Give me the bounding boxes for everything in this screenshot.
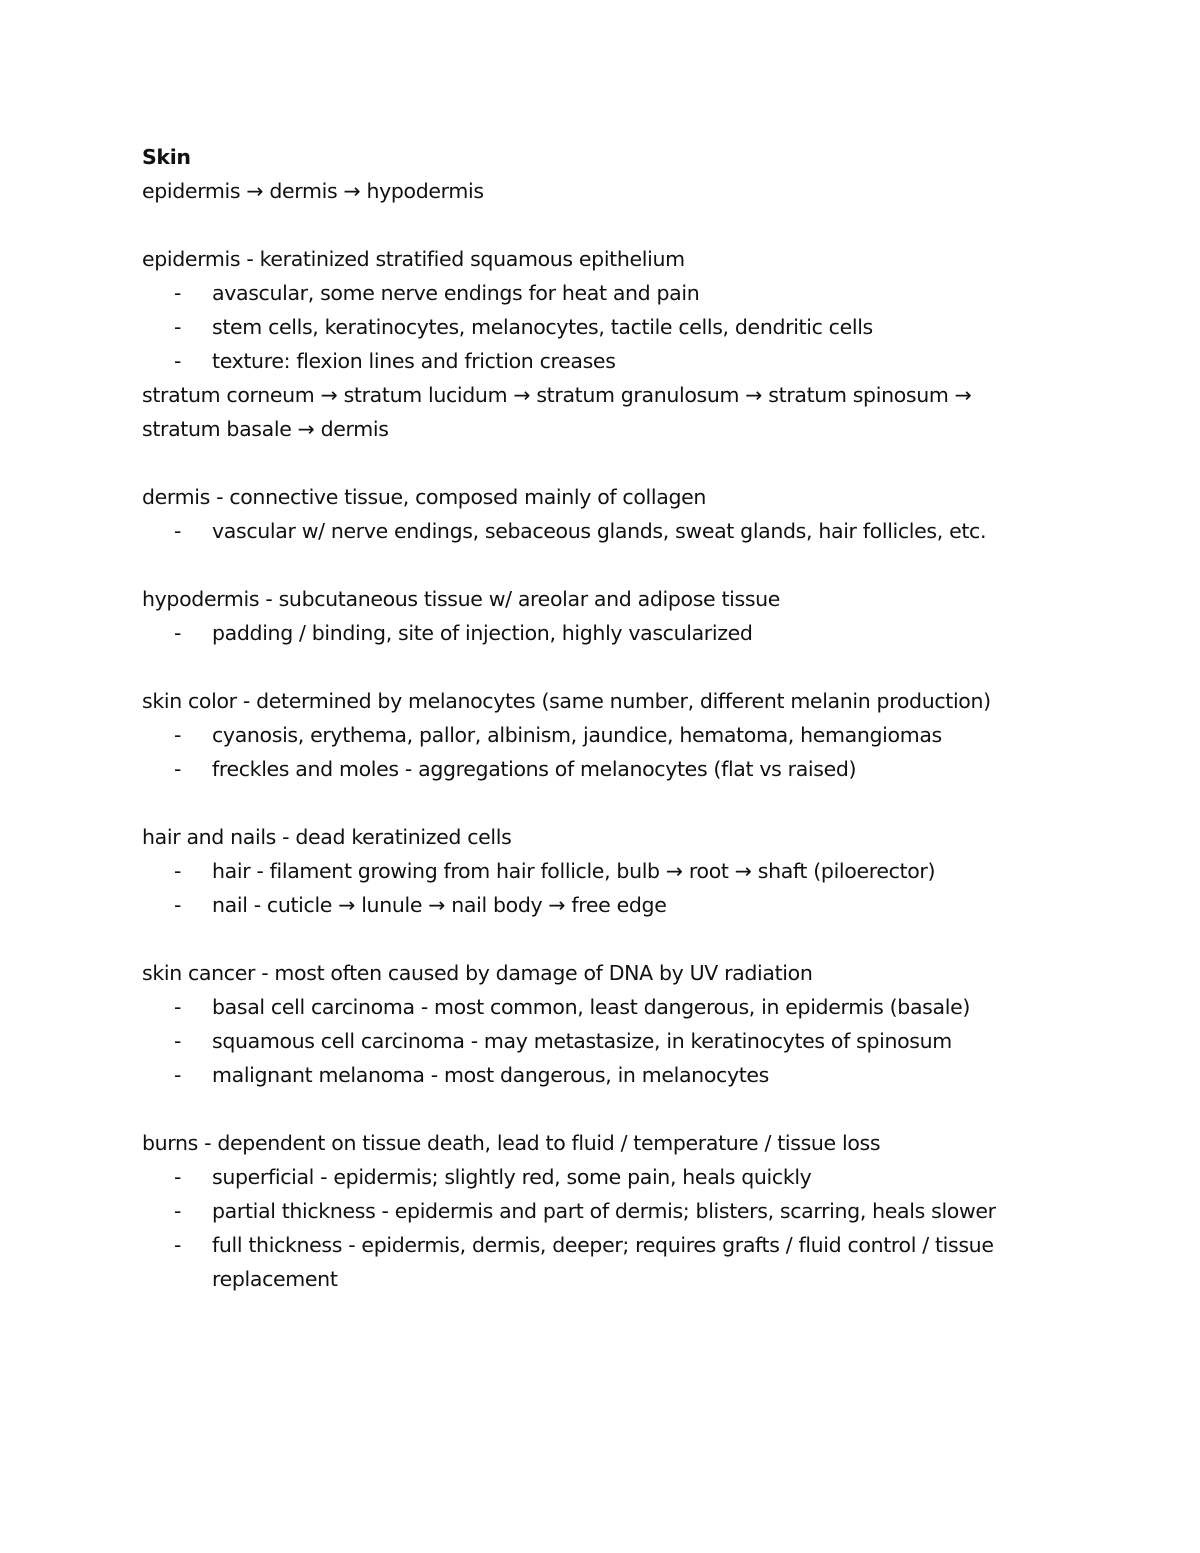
list-item-text: malignant melanoma - most dangerous, in melanocytes: [212, 1063, 770, 1087]
dash-marker: -: [174, 859, 182, 883]
section-heading: skin color - determined by melanocytes (same number, different melanin production): [142, 689, 991, 713]
section-dermis: [142, 480, 1062, 548]
list-item: [142, 616, 1062, 650]
section-epidermis: [142, 242, 1062, 446]
overview-line: epidermis → dermis → hypodermis: [142, 179, 484, 203]
spacer: [142, 446, 1062, 480]
section-heading: skin cancer - most often caused by damage of DNA by UV radiation: [142, 961, 813, 985]
spacer: [142, 650, 1062, 684]
list-item: [142, 514, 1062, 548]
dash-marker: -: [174, 1233, 182, 1257]
section-hypodermis: [142, 582, 1062, 650]
section-burns: [142, 1126, 1062, 1296]
list-item: [142, 1160, 1062, 1194]
list-item: [142, 752, 1062, 786]
list-item-text: texture: flexion lines and friction creases: [212, 349, 616, 373]
document-page: [142, 140, 1062, 1296]
list-item: [142, 888, 1062, 922]
spacer: [142, 548, 1062, 582]
list-item: [142, 1194, 1062, 1228]
dash-marker: -: [174, 723, 182, 747]
list-item-text: superficial - epidermis; slightly red, some pain, heals quickly: [212, 1165, 812, 1189]
list-item-text: avascular, some nerve endings for heat and pain: [212, 281, 700, 305]
epidermis-layers: stratum corneum → stratum lucidum → stratum granulosum → stratum spinosum → stratum basale → dermis: [142, 383, 972, 441]
dash-marker: -: [174, 519, 182, 543]
dash-marker: -: [174, 349, 182, 373]
dash-marker: -: [174, 1063, 182, 1087]
list-item: [142, 718, 1062, 752]
section-heading: hair and nails - dead keratinized cells: [142, 825, 512, 849]
section-heading: burns - dependent on tissue death, lead to fluid / temperature / tissue loss: [142, 1131, 881, 1155]
list-item-text: squamous cell carcinoma - may metastasize, in keratinocytes of spinosum: [212, 1029, 952, 1053]
dash-marker: -: [174, 995, 182, 1019]
list-item: [142, 990, 1062, 1024]
list-item: [142, 344, 1062, 378]
dash-marker: -: [174, 1199, 182, 1223]
list-item-text: hair - filament growing from hair follicle, bulb → root → shaft (piloerector): [212, 859, 936, 883]
list-item: [142, 854, 1062, 888]
spacer: [142, 922, 1062, 956]
dash-marker: -: [174, 893, 182, 917]
list-item-text: basal cell carcinoma - most common, least dangerous, in epidermis (basale): [212, 995, 970, 1019]
list-item-text: cyanosis, erythema, pallor, albinism, jaundice, hematoma, hemangiomas: [212, 723, 942, 747]
spacer: [142, 208, 1062, 242]
list-item-text: vascular w/ nerve endings, sebaceous glands, sweat glands, hair follicles, etc.: [212, 519, 987, 543]
list-item: [142, 276, 1062, 310]
spacer: [142, 786, 1062, 820]
dash-marker: -: [174, 315, 182, 339]
section-heading: hypodermis - subcutaneous tissue w/ areolar and adipose tissue: [142, 587, 781, 611]
dash-marker: -: [174, 757, 182, 781]
list-item-text: padding / binding, site of injection, highly vascularized: [212, 621, 753, 645]
section-skin-cancer: [142, 956, 1062, 1092]
dash-marker: -: [174, 1029, 182, 1053]
section-heading: dermis - connective tissue, composed mainly of collagen: [142, 485, 707, 509]
list-item-text: stem cells, keratinocytes, melanocytes, tactile cells, dendritic cells: [212, 315, 873, 339]
section-hair-nails: [142, 820, 1062, 922]
list-item-text: nail - cuticle → lunule → nail body → free edge: [212, 893, 667, 917]
dash-marker: -: [174, 1165, 182, 1189]
section-heading: epidermis - keratinized stratified squamous epithelium: [142, 247, 685, 271]
list-item-text: partial thickness - epidermis and part of dermis; blisters, scarring, heals slower: [212, 1199, 996, 1223]
section-skin-color: [142, 684, 1062, 786]
dash-marker: -: [174, 621, 182, 645]
list-item: [142, 310, 1062, 344]
list-item: [142, 1058, 1062, 1092]
document-title: Skin: [142, 145, 191, 169]
list-item-text: freckles and moles - aggregations of melanocytes (flat vs raised): [212, 757, 857, 781]
spacer: [142, 1092, 1062, 1126]
list-item: [142, 1024, 1062, 1058]
dash-marker: -: [174, 281, 182, 305]
list-item-text: full thickness - epidermis, dermis, deeper; requires grafts / fluid control / tissue replacement: [212, 1233, 994, 1291]
list-item: [142, 1228, 1062, 1296]
